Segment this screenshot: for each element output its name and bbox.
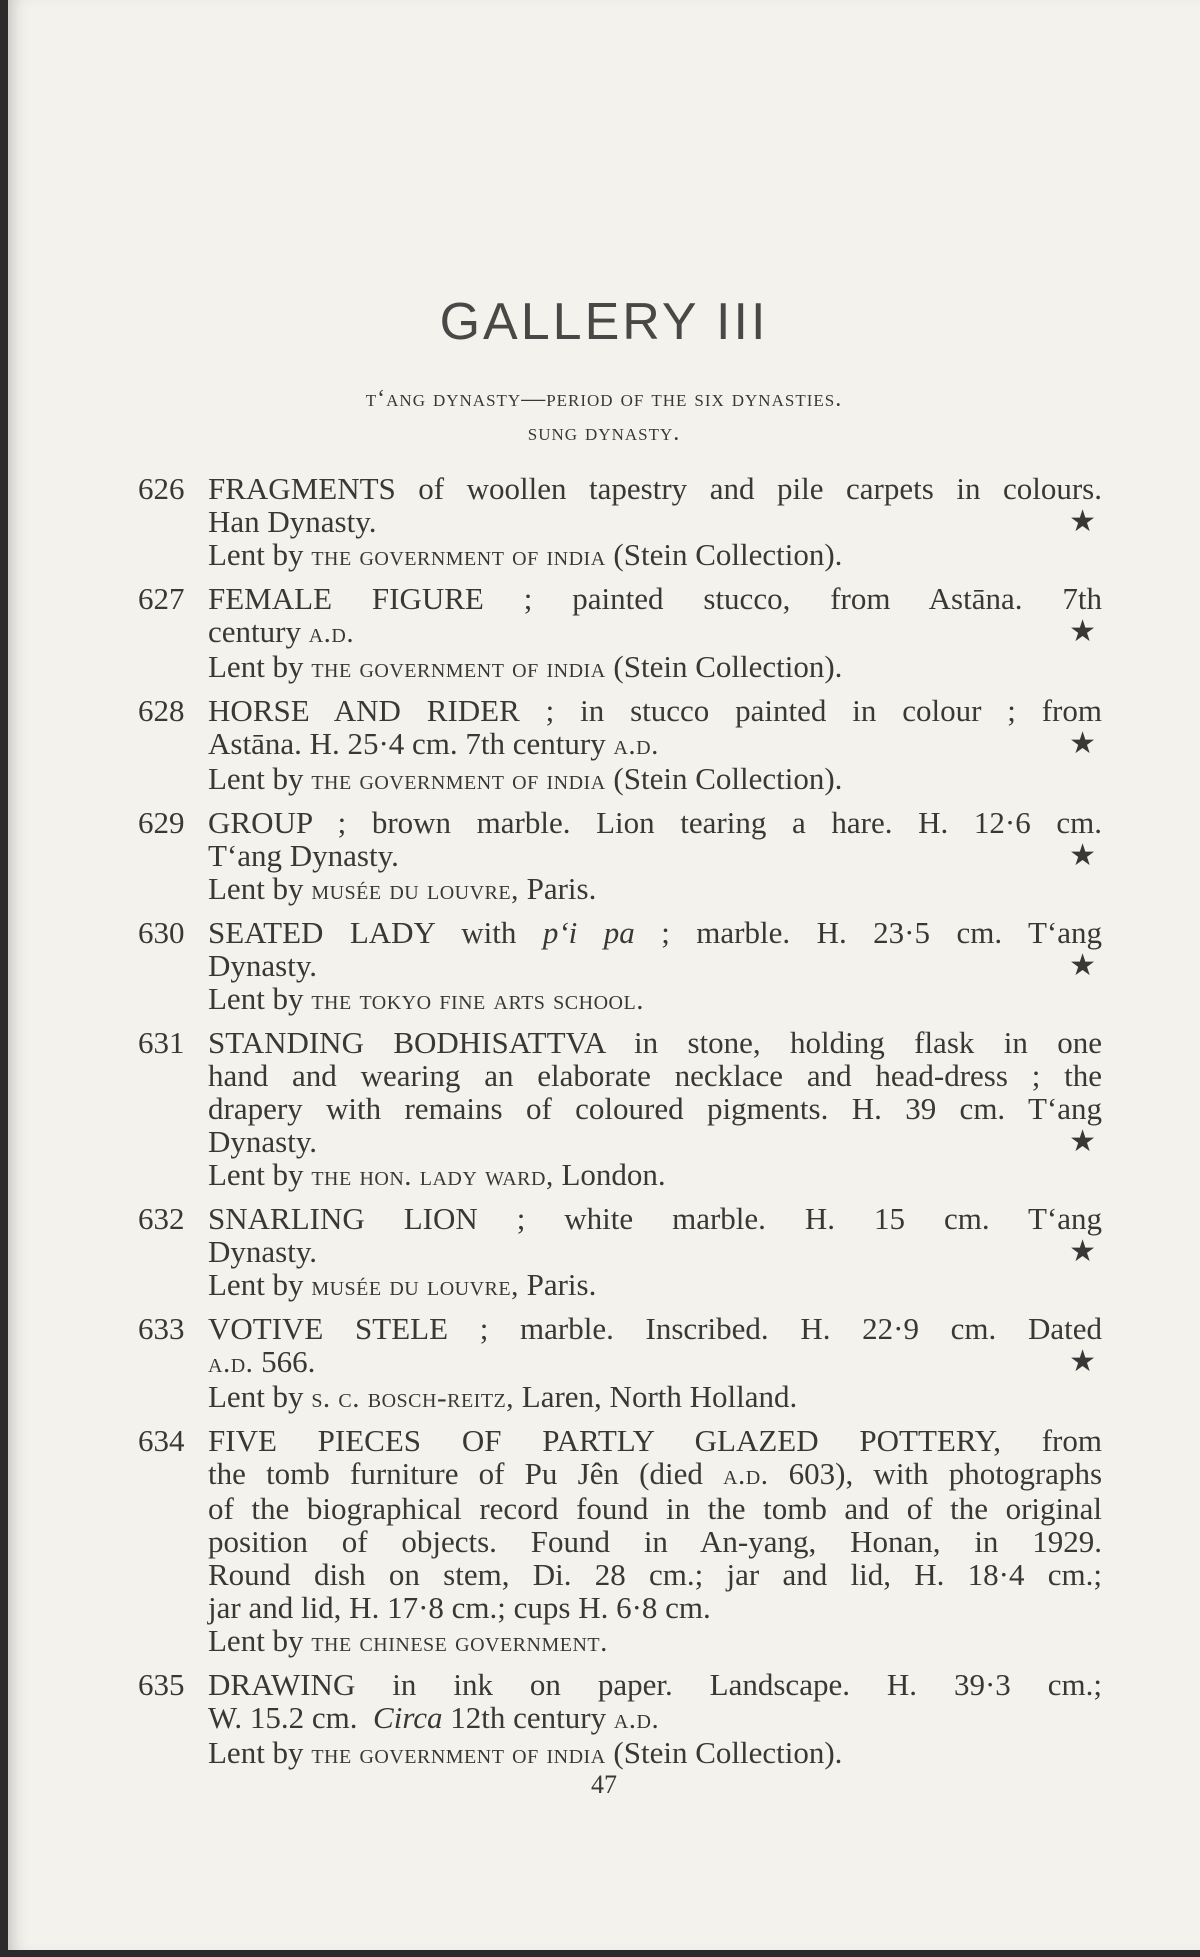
- lender-note: Paris.: [526, 871, 597, 906]
- entry-number: 631: [138, 1025, 185, 1060]
- entry-description: [208, 916, 1102, 949]
- catalogue-entry-633: [138, 1312, 1102, 1415]
- entry-number: 635: [138, 1667, 185, 1702]
- entry-description: DRAWING in ink on paper. Landscape. H. 39·3 cm.;: [208, 1667, 1102, 1702]
- entry-description: SNARLING LION ; white marble. H. 15 cm. T‘ang: [208, 1201, 1102, 1236]
- circa-label: Circa: [373, 1700, 443, 1735]
- catalogue-entries: [138, 472, 1102, 1780]
- entry-description: STANDING BODHISATTVA in stone, holding flask in one: [208, 1025, 1102, 1060]
- star-icon: ★: [1069, 1345, 1096, 1378]
- entry-description: Round dish on stem, Di. 28 cm.; jar and lid, H. 18·4 cm.;: [208, 1557, 1102, 1592]
- catalogue-entry-630: [138, 916, 1102, 1017]
- gallery-title: GALLERY III: [439, 293, 769, 351]
- star-icon: ★: [1069, 1235, 1096, 1268]
- star-icon: ★: [1069, 1125, 1096, 1158]
- entry-text: 12th century: [450, 1700, 607, 1735]
- star-icon: ★: [1069, 839, 1096, 872]
- lender-name: the chinese government.: [311, 1626, 608, 1658]
- entry-lender-line: [208, 650, 1102, 685]
- lent-by-label: Lent by: [208, 1623, 304, 1658]
- entry-description: VOTIVE STELE ; marble. Inscribed. H. 22·9 cm. Dated: [208, 1311, 1102, 1346]
- catalogue-entry-631: [138, 1026, 1102, 1193]
- entry-lender-line: [208, 1736, 1102, 1771]
- entry-description: [208, 1457, 1102, 1492]
- lender-name: the government of india: [311, 540, 606, 572]
- era-abbreviation: a.d.: [613, 729, 659, 761]
- entry-text: W. 15.2 cm.: [208, 1700, 358, 1735]
- lender-note: Paris.: [526, 1267, 597, 1302]
- entry-number: 630: [138, 915, 185, 950]
- lent-by-label: Lent by: [208, 761, 304, 796]
- lender-note: (Stein Collection).: [613, 537, 843, 572]
- entry-description: drapery with remains of coloured pigments. H. 39 cm. T‘ang: [208, 1091, 1102, 1126]
- entry-number: 627: [138, 581, 185, 616]
- lender-note: (Stein Collection).: [613, 1735, 843, 1770]
- entry-description: FEMALE FIGURE ; painted stucco, from Astāna. 7th: [208, 581, 1102, 616]
- lender-name: the hon. lady ward,: [311, 1160, 554, 1192]
- entry-description: [208, 615, 1102, 650]
- catalogue-entry-627: [138, 582, 1102, 685]
- entry-description: [208, 949, 1102, 982]
- lender-name: the government of india: [311, 764, 606, 796]
- lender-name: the tokyo fine arts school.: [311, 984, 644, 1016]
- entry-description: [208, 839, 1102, 872]
- star-icon: ★: [1069, 949, 1096, 982]
- entry-lender-line: [208, 982, 1102, 1017]
- catalogue-entry-628: [138, 694, 1102, 797]
- entry-text: 566.: [261, 1344, 316, 1379]
- star-icon: ★: [1069, 615, 1096, 648]
- entry-description: hand and wearing an elaborate necklace and head-dress ; the: [208, 1058, 1102, 1093]
- catalogue-entry-632: [138, 1202, 1102, 1303]
- entry-description: [208, 1235, 1102, 1268]
- catalogue-entry-626: [138, 472, 1102, 573]
- entry-number: 629: [138, 805, 185, 840]
- entry-dynasty: Dynasty.: [208, 1124, 318, 1159]
- entry-description: FRAGMENTS of woollen tapestry and pile carpets in colours.: [208, 471, 1102, 506]
- entry-description: jar and lid, H. 17·8 cm.; cups H. 6·8 cm.: [208, 1590, 711, 1625]
- entry-dynasty: T‘ang Dynasty.: [208, 838, 399, 873]
- entry-text: Astāna. H. 25·4 cm. 7th century: [208, 726, 606, 761]
- catalogue-entry-629: [138, 806, 1102, 907]
- lender-name: s. c. bosch-reitz,: [311, 1382, 515, 1414]
- lent-by-label: Lent by: [208, 649, 304, 684]
- entry-number: 628: [138, 693, 185, 728]
- lender-name: the government of india: [311, 652, 606, 684]
- lender-note: London.: [561, 1157, 666, 1192]
- lender-name: musée du louvre,: [311, 874, 519, 906]
- entry-text: SEATED LADY with: [208, 915, 517, 950]
- entry-lender-line: [208, 1380, 1102, 1415]
- entry-description: [208, 1345, 1102, 1380]
- era-abbreviation: a.d.: [613, 1703, 660, 1735]
- lender-note: (Stein Collection).: [613, 649, 843, 684]
- entry-description: HORSE AND RIDER ; in stucco painted in colour ; from: [208, 693, 1102, 728]
- lent-by-label: Lent by: [208, 871, 304, 906]
- entry-lender-line: [208, 538, 1102, 573]
- entry-lender-line: [208, 1158, 1102, 1193]
- entry-number: 632: [138, 1201, 185, 1236]
- entry-lender-line: [208, 1268, 1102, 1303]
- entry-number: 626: [138, 471, 185, 506]
- entry-lender-line: [208, 1624, 1102, 1659]
- entry-description: GROUP ; brown marble. Lion tearing a hare. H. 12·6 cm.: [208, 805, 1102, 840]
- lent-by-label: Lent by: [208, 1379, 304, 1414]
- entry-lender-line: [208, 762, 1102, 797]
- dynasty-subtitle: sung dynasty.: [527, 420, 681, 446]
- period-subtitle: t‘ang dynasty—period of the six dynasties.: [365, 386, 843, 412]
- lent-by-label: Lent by: [208, 1735, 304, 1770]
- entry-description: position of objects. Found in An-yang, Honan, in 1929.: [208, 1524, 1102, 1559]
- entry-text: ; marble. H. 23·5 cm. T‘ang: [661, 915, 1103, 950]
- era-abbreviation: a.d.: [308, 617, 355, 649]
- entry-number: 634: [138, 1423, 185, 1458]
- instrument-name: p‘i pa: [542, 915, 635, 950]
- lent-by-label: Lent by: [208, 537, 304, 572]
- catalogue-page: [8, 0, 1200, 1950]
- lender-name: musée du louvre,: [311, 1270, 519, 1302]
- era-abbreviation: a.d.: [208, 1347, 254, 1379]
- entry-description: [208, 505, 1102, 538]
- entry-dynasty: Dynasty.: [208, 1234, 318, 1269]
- lent-by-label: Lent by: [208, 1267, 304, 1302]
- lender-name: the government of india: [311, 1738, 606, 1770]
- catalogue-entry-634: [138, 1424, 1102, 1659]
- era-abbreviation: a.d.: [723, 1459, 769, 1491]
- entry-description: FIVE PIECES OF PARTLY GLAZED POTTERY, from: [208, 1423, 1102, 1458]
- star-icon: ★: [1069, 505, 1096, 538]
- lent-by-label: Lent by: [208, 981, 304, 1016]
- entry-lender-line: [208, 872, 1102, 907]
- page-number: 47: [591, 1770, 617, 1799]
- entry-text: 603), with photographs: [788, 1456, 1103, 1491]
- entry-text: century: [208, 614, 301, 649]
- entry-description: [208, 1701, 1102, 1736]
- entry-description: [208, 727, 1102, 762]
- entry-text: the tomb furniture of Pu Jên (died: [208, 1456, 703, 1491]
- lender-note: (Stein Collection).: [613, 761, 843, 796]
- entry-number: 633: [138, 1311, 185, 1346]
- star-icon: ★: [1069, 727, 1096, 760]
- entry-description: [208, 1125, 1102, 1158]
- catalogue-entry-635: [138, 1668, 1102, 1771]
- entry-dynasty: Dynasty.: [208, 948, 318, 983]
- lent-by-label: Lent by: [208, 1157, 304, 1192]
- entry-dynasty: Han Dynasty.: [208, 504, 377, 539]
- lender-note: Laren, North Holland.: [521, 1379, 798, 1414]
- entry-description: of the biographical record found in the tomb and of the original: [208, 1491, 1102, 1526]
